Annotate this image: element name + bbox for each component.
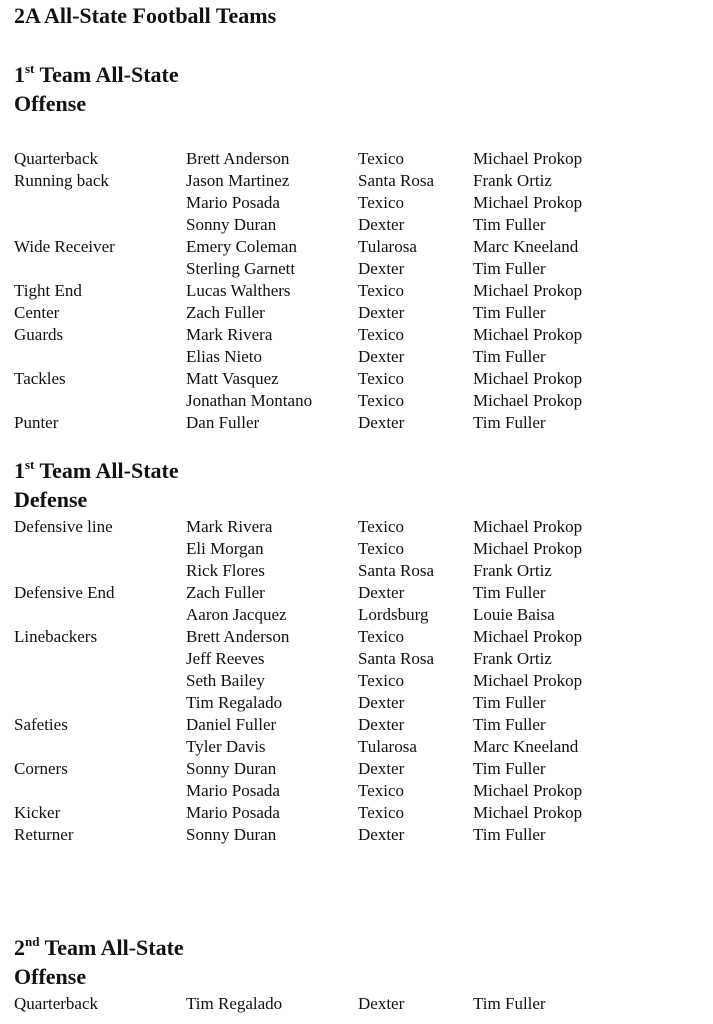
position-cell: Wide Receiver [14,237,115,256]
team-label: Team All-State [44,935,184,960]
roster-row [14,670,704,692]
roster-row [14,648,704,670]
team-label: Team All-State [39,458,179,483]
player-cell: Jason Martinez [186,171,290,190]
roster-row [14,582,704,604]
coach-cell: Marc Kneeland [473,737,579,756]
roster-row [14,412,704,434]
team-ordinal: st [25,457,35,472]
coach-cell: Tim Fuller [473,715,546,734]
roster-row [14,258,704,280]
school-cell: Dexter [358,583,405,602]
roster-row [14,626,704,648]
roster-row [14,214,704,236]
player-cell: Tim Regalado [186,693,283,712]
player-cell: Jeff Reeves [186,649,265,668]
player-cell: Brett Anderson [186,149,290,168]
coach-cell: Michael Prokop [473,281,583,300]
player-cell: Lucas Walthers [186,281,291,300]
coach-cell: Michael Prokop [473,149,583,168]
coach-cell: Michael Prokop [473,325,583,344]
school-cell: Texico [358,517,405,536]
team-rank: 2 [14,935,25,960]
team-rank: 1 [14,62,25,87]
position-cell: Linebackers [14,627,98,646]
coach-cell: Louie Baisa [473,605,555,624]
school-cell: Texico [358,391,405,410]
coach-cell: Tim Fuller [473,413,546,432]
roster-row [14,538,704,560]
school-cell: Dexter [358,693,405,712]
school-cell: Texico [358,149,405,168]
player-cell: Zach Fuller [186,303,265,322]
section-heading-second-team-offense [14,933,184,991]
player-cell: Rick Flores [186,561,265,580]
coach-cell: Michael Prokop [473,781,583,800]
coach-cell: Marc Kneeland [473,237,579,256]
player-cell: Sterling Garnett [186,259,296,278]
player-cell: Eli Morgan [186,539,264,558]
player-cell: Emery Coleman [186,237,297,256]
position-cell: Defensive End [14,583,115,602]
school-cell: Dexter [358,413,405,432]
player-cell: Aaron Jacquez [186,605,287,624]
coach-cell: Tim Fuller [473,303,546,322]
position-cell: Kicker [14,803,61,822]
coach-cell: Tim Fuller [473,759,546,778]
unit-label: Offense [14,91,87,116]
school-cell: Dexter [358,259,405,278]
school-cell: Santa Rosa [358,561,435,580]
coach-cell: Tim Fuller [473,259,546,278]
position-cell: Tight End [14,281,82,300]
roster-row [14,148,704,170]
player-cell: Elias Nieto [186,347,263,366]
school-cell: Lordsburg [358,605,429,624]
player-cell: Mario Posada [186,781,280,800]
position-cell: Corners [14,759,68,778]
player-cell: Sonny Duran [186,215,277,234]
player-cell: Tim Regalado [186,994,283,1013]
roster-row [14,604,704,626]
position-cell: Safeties [14,715,68,734]
roster-row [14,692,704,714]
coach-cell: Michael Prokop [473,193,583,212]
school-cell: Texico [358,369,405,388]
roster-row [14,758,704,780]
school-cell: Dexter [358,715,405,734]
school-cell: Texico [358,803,405,822]
roster-row [14,390,704,412]
coach-cell: Michael Prokop [473,517,583,536]
coach-cell: Tim Fuller [473,347,546,366]
roster-row [14,192,704,214]
coach-cell: Frank Ortiz [473,561,552,580]
team-rank: 1 [14,458,25,483]
position-cell: Running back [14,171,109,190]
player-cell: Sonny Duran [186,759,277,778]
player-cell: Mark Rivera [186,517,273,536]
school-cell: Tularosa [358,737,417,756]
roster-first-team-offense [14,148,704,434]
unit-label: Defense [14,487,88,512]
roster-row [14,368,704,390]
position-cell: Quarterback [14,994,99,1013]
position-cell: Returner [14,825,74,844]
school-cell: Texico [358,193,405,212]
roster-row [14,302,704,324]
player-cell: Daniel Fuller [186,715,277,734]
school-cell: Dexter [358,825,405,844]
roster-first-team-defense [14,516,704,846]
player-cell: Mario Posada [186,193,280,212]
roster-second-team-offense [14,993,704,1015]
section-heading-first-team-offense [14,60,179,118]
school-cell: Dexter [358,759,405,778]
team-ordinal: st [25,61,35,76]
coach-cell: Tim Fuller [473,583,546,602]
roster-row [14,736,704,758]
school-cell: Santa Rosa [358,649,435,668]
coach-cell: Michael Prokop [473,369,583,388]
roster-row [14,516,704,538]
team-label: Team All-State [39,62,179,87]
roster-row [14,993,704,1015]
school-cell: Texico [358,781,405,800]
roster-row [14,824,704,846]
coach-cell: Tim Fuller [473,693,546,712]
coach-cell: Michael Prokop [473,391,583,410]
school-cell: Texico [358,281,405,300]
position-cell: Guards [14,325,64,344]
school-cell: Santa Rosa [358,171,435,190]
position-cell: Center [14,303,60,322]
player-cell: Seth Bailey [186,671,265,690]
position-cell: Tackles [14,369,66,388]
player-cell: Matt Vasquez [186,369,279,388]
school-cell: Texico [358,539,405,558]
coach-cell: Michael Prokop [473,627,583,646]
school-cell: Dexter [358,994,405,1013]
player-cell: Jonathan Montano [186,391,313,410]
roster-row [14,324,704,346]
player-cell: Dan Fuller [186,413,260,432]
roster-row [14,170,704,192]
document-title: 2A All-State Football Teams [14,3,277,28]
school-cell: Texico [358,627,405,646]
coach-cell: Tim Fuller [473,215,546,234]
roster-row [14,560,704,582]
coach-cell: Tim Fuller [473,825,546,844]
position-cell: Quarterback [14,149,99,168]
coach-cell: Michael Prokop [473,803,583,822]
coach-cell: Michael Prokop [473,539,583,558]
school-cell: Dexter [358,215,405,234]
coach-cell: Frank Ortiz [473,171,552,190]
section-heading-first-team-defense [14,456,179,514]
player-cell: Sonny Duran [186,825,277,844]
coach-cell: Michael Prokop [473,671,583,690]
position-cell: Punter [14,413,59,432]
roster-row [14,714,704,736]
player-cell: Mark Rivera [186,325,273,344]
school-cell: Texico [358,325,405,344]
school-cell: Dexter [358,347,405,366]
roster-row [14,802,704,824]
roster-row [14,780,704,802]
coach-cell: Frank Ortiz [473,649,552,668]
unit-label: Offense [14,964,87,989]
player-cell: Brett Anderson [186,627,290,646]
coach-cell: Tim Fuller [473,994,546,1013]
player-cell: Tyler Davis [186,737,266,756]
roster-row [14,346,704,368]
team-ordinal: nd [25,934,40,949]
school-cell: Tularosa [358,237,417,256]
roster-row [14,236,704,258]
position-cell: Defensive line [14,517,113,536]
player-cell: Mario Posada [186,803,280,822]
school-cell: Dexter [358,303,405,322]
school-cell: Texico [358,671,405,690]
player-cell: Zach Fuller [186,583,265,602]
roster-row [14,280,704,302]
